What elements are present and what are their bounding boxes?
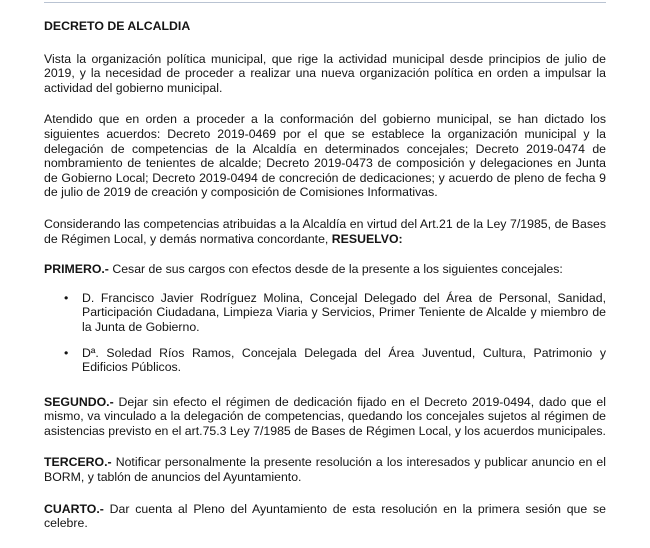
tercero-label: TERCERO.-: [44, 455, 112, 470]
section-tercero: [44, 455, 606, 484]
section-segundo: [44, 395, 606, 439]
cuarto-label: CUARTO.-: [44, 501, 104, 516]
bullet-icon: •: [64, 345, 69, 360]
tercero-text: Notificar personalmente la presente resolución a los interesados y publicar anuncio en el BORM, y tablón de anuncios del Ayuntamiento.: [44, 455, 606, 485]
paragraph-vista: Vista la organización política municipal, que rige la actividad municipal desde principios de julio de 2019, y la necesidad de proceder a realizar una nueva organización política en orden a impulsar la actividad del gobierno municipal.: [44, 51, 606, 95]
list-item-text: Dª. Soledad Ríos Ramos, Concejala Delegada del Área Juventud, Cultura, Patrimonio y Edificios Públicos.: [82, 345, 606, 375]
considerando-text: Considerando las competencias atribuidas a la Alcaldía en virtud del Art.21 de la Ley 7/1985, de Bases de Régimen Local, y demás normativa concordante,: [44, 216, 606, 246]
ceased-councillors-list: [44, 291, 606, 375]
section-cuarto: [44, 502, 606, 531]
resuelvo-label: RESUELVO:: [331, 231, 403, 246]
bullet-icon: •: [64, 290, 69, 305]
top-divider-line: [44, 2, 606, 3]
primero-label: PRIMERO.-: [44, 262, 109, 277]
document-title: DECRETO DE ALCALDIA: [44, 19, 191, 33]
decree-document: [44, 19, 606, 548]
primero-text: Cesar de sus cargos con efectos desde de la presente a los siguientes concejales:: [112, 262, 563, 277]
section-primero: [44, 262, 606, 277]
cuarto-text: Dar cuenta al Pleno del Ayuntamiento de esta resolución en la primera sesión que se celebre.: [44, 501, 606, 531]
segundo-label: SEGUNDO.-: [44, 394, 114, 409]
segundo-text: Dejar sin efecto el régimen de dedicación fijado en el Decreto 2019-0494, dado que el mismo, va vinculado a la delegación de competencias, quedando los concejales sujetos al régimen de asistencias previsto en el art.75.3 Ley 7/1985 de Bases de Régimen Local, y los acuerdos municipales.: [44, 394, 606, 438]
list-item: [44, 291, 606, 335]
list-item-text: D. Francisco Javier Rodríguez Molina, Concejal Delegado del Área de Personal, Sanidad, Participación Ciudadana, Limpieza Viaria y Servicios, Primer Teniente de Alcalde y miembro de la Junta de Gobierno.: [82, 290, 606, 334]
paragraph-considerando: [44, 217, 606, 246]
list-item: [44, 346, 606, 375]
paragraph-atendido: Atendido que en orden a proceder a la conformación del gobierno municipal, se han dictado los siguientes acuerdos: Decreto 2019-0469 por el que se establece la organización municipal y la delegación de competencias de la Alcaldía en determinados concejales; Decreto 2019-0474 de nombramiento de tenientes de alcalde; Decreto 2019-0473 de composición y delegaciones en Junta de Gobierno Local; Decreto 2019-0494 de concreción de dedicaciones; y acuerdo de pleno de fecha 9 de julio de 2019 de creación y composición de Comisiones Informativas.: [44, 112, 606, 200]
